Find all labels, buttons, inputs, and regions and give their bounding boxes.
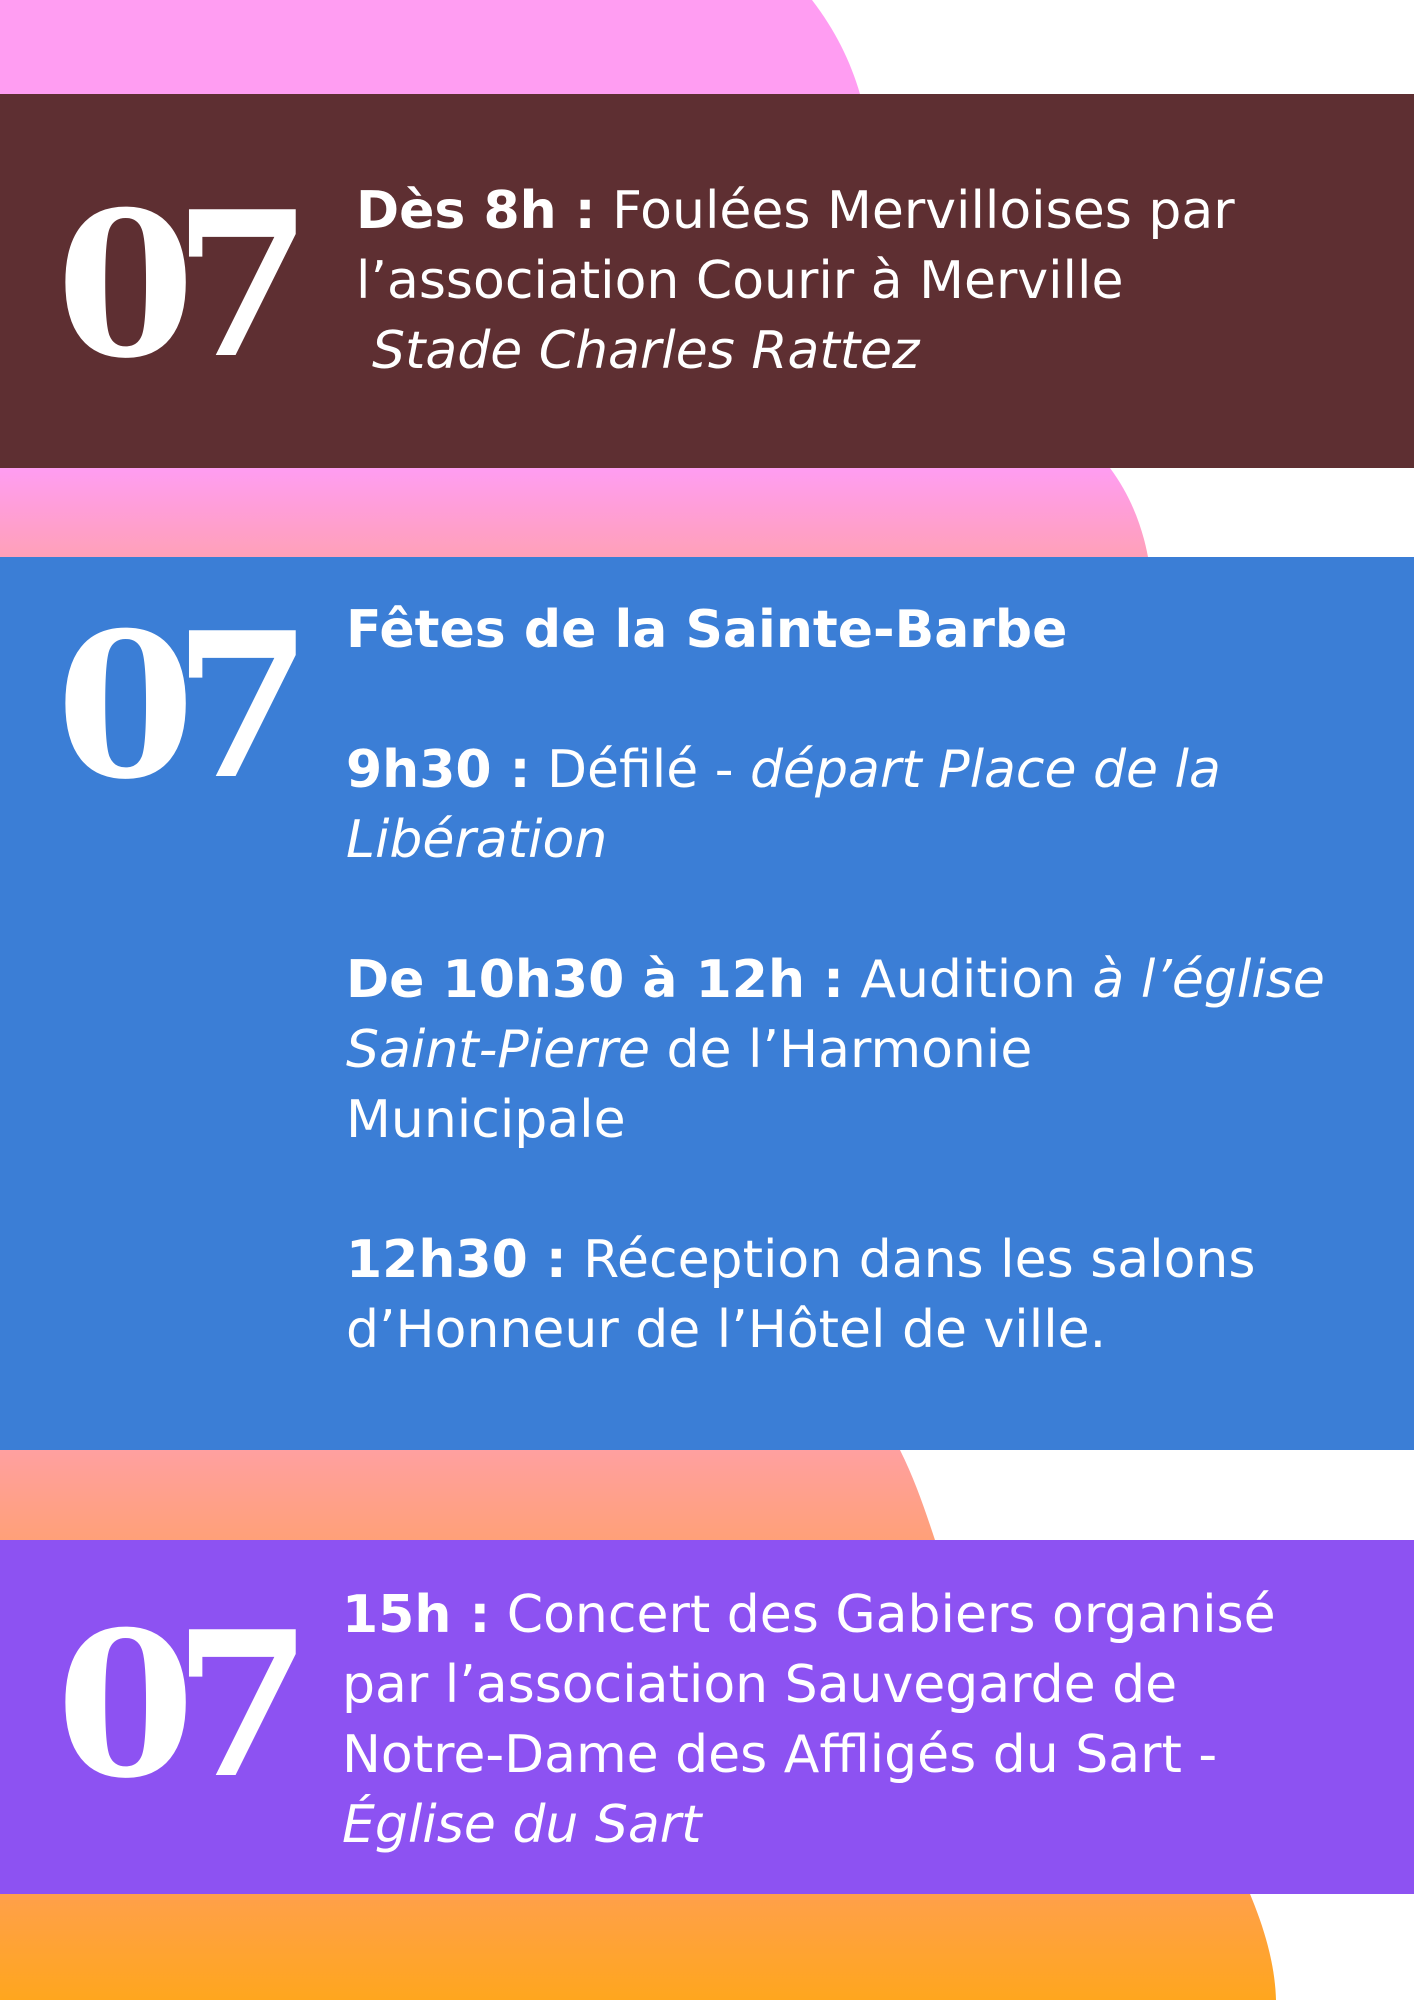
orange-wave-shape <box>0 1894 1276 2000</box>
event-line <box>346 1015 1406 1085</box>
event-description <box>356 176 1414 386</box>
event-title: Fêtes de la Sainte-Barbe <box>346 600 1068 660</box>
event-time: Dès 8h : <box>356 181 596 241</box>
event-time: 12h30 : <box>346 1230 567 1290</box>
pink-wave-shape <box>0 0 860 94</box>
event-band-sainte-barbe <box>0 557 1414 1450</box>
event-line <box>342 1580 1402 1650</box>
event-band-concert <box>0 1540 1414 1894</box>
event-text: Foulées Mervilloises par <box>595 181 1235 241</box>
event-location: Libération <box>346 810 608 870</box>
event-location: Saint-Pierre <box>346 1020 650 1080</box>
event-line <box>346 945 1406 1015</box>
event-text: Concert des Gabiers organisé <box>490 1585 1276 1645</box>
event-text: de l’Harmonie <box>649 1020 1033 1080</box>
event-line: Notre-Dame des Affligés du Sart - <box>342 1725 1218 1785</box>
spacer <box>346 1155 1406 1225</box>
event-line: Municipale <box>346 1090 626 1150</box>
peach-wave-shape <box>0 1450 935 1540</box>
event-line: par l’association Sauvegarde de <box>342 1655 1178 1715</box>
event-location: à l’église <box>1092 950 1325 1010</box>
event-location: Église du Sart <box>342 1795 702 1855</box>
event-location: départ Place de la <box>750 740 1221 800</box>
event-day-number: 07 <box>56 589 291 824</box>
event-line <box>356 176 1414 246</box>
event-location: Stade Charles Rattez <box>372 321 920 381</box>
event-line: l’association Courir à Merville <box>356 251 1124 311</box>
pink-gradient-wave-shape <box>0 468 1148 557</box>
event-time: 15h : <box>342 1585 491 1645</box>
event-text: Audition <box>843 950 1093 1010</box>
spacer <box>346 875 1406 945</box>
event-time: 9h30 : <box>346 740 531 800</box>
event-time: De 10h30 à 12h : <box>346 950 844 1010</box>
event-text: Défilé - <box>530 740 751 800</box>
event-description <box>346 595 1406 1365</box>
event-line <box>346 1225 1406 1295</box>
event-text: Réception dans les salons <box>566 1230 1256 1290</box>
spacer <box>346 665 1406 735</box>
event-band-footrace <box>0 94 1414 468</box>
event-day-number: 07 <box>56 1588 291 1823</box>
event-day-number: 07 <box>56 168 291 403</box>
event-description <box>342 1580 1402 1860</box>
event-line <box>346 735 1406 805</box>
event-line: d’Honneur de l’Hôtel de ville. <box>346 1300 1107 1360</box>
